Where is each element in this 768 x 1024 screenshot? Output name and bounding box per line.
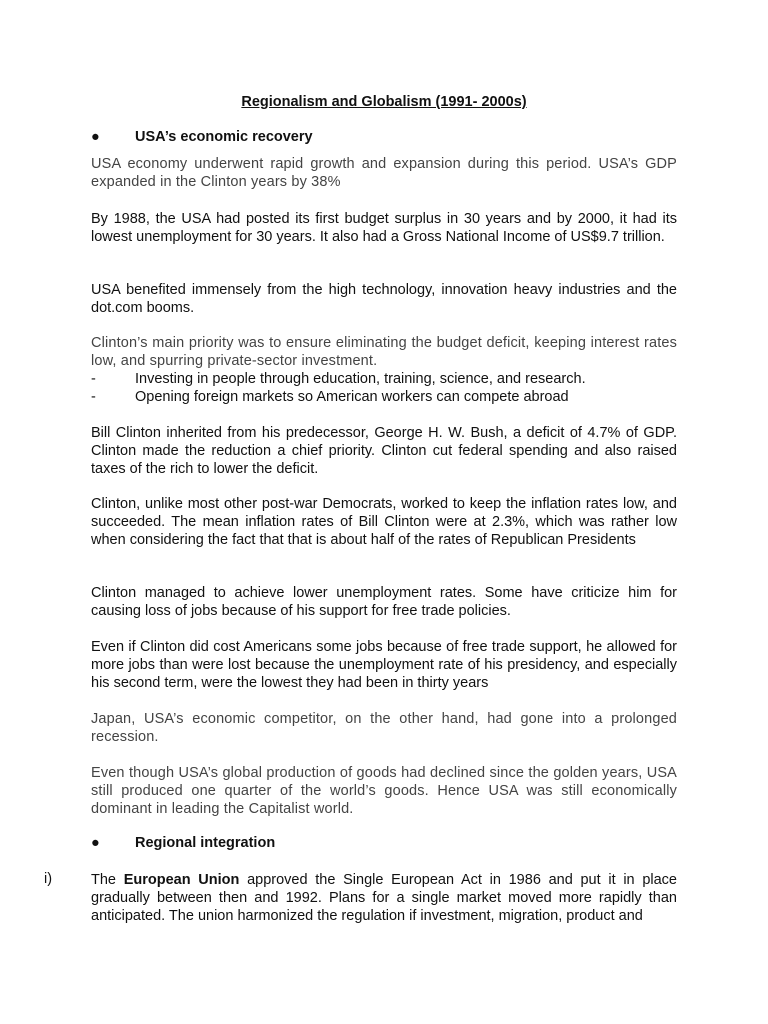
paragraph-deficit: Bill Clinton inherited from his predecessor, George H. W. Bush, a deficit of 4.7% of GDP. Clinton made the reduction a chief priority. Clinton cut federal spending and also raised taxes of the rich to lower the deficit. (91, 425, 677, 477)
section-heading-usa-recovery (91, 129, 313, 145)
paragraph-gdp: USA economy underwent rapid growth and expansion during this period. USA’s GDP expanded in the Clinton years by 38% (91, 156, 677, 190)
heading-text: USA’s economic recovery (135, 129, 313, 145)
paragraph-high-tech: USA benefited immensely from the high technology, innovation heavy industries and the dot.com booms. (91, 282, 677, 316)
heading-text: Regional integration (135, 835, 276, 851)
paragraph-japan: Japan, USA’s economic competitor, on the other hand, had gone into a prolonged recession. (91, 711, 677, 745)
eu-bold-term: European Union (123, 872, 240, 888)
paragraph-unemployment: Clinton managed to achieve lower unemployment rates. Some have criticize him for causing loss of jobs because of his support for free trade policies. (91, 585, 677, 619)
roman-numeral-marker: i) (44, 871, 53, 887)
bullet-icon: ● (91, 129, 100, 145)
paragraph-budget-surplus: By 1988, the USA had posted its first budget surplus in 30 years and by 2000, it had its lowest unemployment for 30 years. It also had a Gross National Income of US$9.7 trillion. (91, 211, 677, 245)
list-item-investing (91, 370, 677, 388)
dash-marker: - (91, 389, 96, 405)
paragraph-global-production: Even though USA’s global production of goods had declined since the golden years, USA still produced one quarter of the world’s goods. Hence USA was still economically dominant in leading the Capitalist world. (91, 765, 677, 817)
bullet-icon: ● (91, 835, 100, 851)
paragraph-free-trade: Even if Clinton did cost Americans some jobs because of free trade support, he allowed for more jobs than were lost because the unemployment rate of his presidency, and especially his second term, were the lowest they had been in thirty years (91, 639, 677, 691)
paragraph-inflation: Clinton, unlike most other post-war Democrats, worked to keep the inflation rates low, and succeeded. The mean inflation rates of Bill Clinton were at 2.3%, which was rather low when considering the fact that that is about half of the rates of Republican Presidents (91, 496, 677, 548)
paragraph-european-union (91, 871, 677, 925)
section-heading-regional-integration (91, 835, 275, 851)
list-item-text: Investing in people through education, training, science, and research. (135, 371, 586, 387)
list-item-foreign-markets (91, 388, 677, 406)
dash-marker: - (91, 371, 96, 387)
eu-text-prefix: The (91, 872, 124, 888)
page-title: Regionalism and Globalism (1991- 2000s) (241, 94, 527, 110)
list-item-text: Opening foreign markets so American workers can compete abroad (135, 389, 569, 405)
paragraph-clinton-priority: Clinton’s main priority was to ensure eliminating the budget deficit, keeping interest rates low, and spurring private-sector investment. (91, 335, 677, 369)
eu-text-rest: approved the Single European Act in 1986 and put it in place gradually between then and 1992. Plans for a single market moved more rapidly than anticipated. The union harmonized the regulation if investment, migration, product and (91, 872, 677, 924)
